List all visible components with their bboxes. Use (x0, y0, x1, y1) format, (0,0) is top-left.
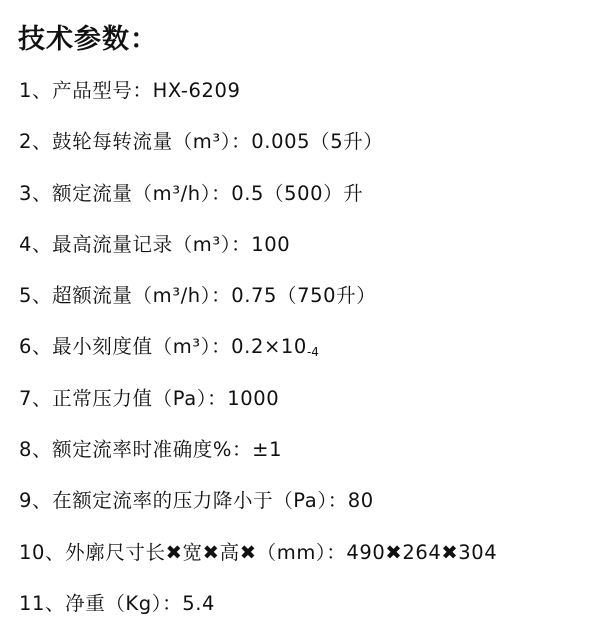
spec-item-text: 8、额定流率时准确度%：±1 (19, 438, 283, 462)
spec-item-accuracy (19, 429, 594, 480)
spec-item-text: 5、超额流量（m³/h）：0.75（750升） (19, 284, 377, 308)
spec-item-pressure (19, 378, 594, 429)
document-title: 技术参数： (18, 24, 158, 55)
spec-item-dimensions (19, 532, 594, 583)
spec-item-drum-flow (19, 121, 594, 172)
spec-item-text: 11、净重（Kg）：5.4 (19, 591, 216, 615)
spec-item-text: 3、额定流量（m³/h）：0.5（500）升 (19, 181, 364, 205)
spec-item-pressure-drop (19, 480, 594, 531)
spec-item-text: 6、最小刻度值（m³）：0.2×10 (19, 335, 307, 359)
spec-item-text: 9、在额定流率的压力降小于（Pa）：80 (19, 489, 374, 513)
spec-item-text: 1、产品型号：HX-6209 (19, 79, 241, 102)
spec-item-text: 4、最高流量记录（m³）：100 (19, 232, 291, 256)
spec-item-max-record (19, 224, 594, 275)
spec-item-rated-flow (19, 173, 594, 224)
spec-item-exponent: -4 (306, 345, 319, 360)
spec-item-text: 2、鼓轮每转流量（m³）：0.005（5升） (19, 130, 384, 154)
spec-item-text: 7、正常压力值（Pa）：1000 (19, 386, 280, 410)
spec-item-min-scale (19, 326, 594, 377)
spec-item-model (19, 70, 594, 121)
spec-item-over-flow (19, 275, 594, 326)
spec-list (19, 70, 594, 634)
spec-item-text: 10、外廓尺寸长✖宽✖高✖（mm）：490✖264✖304 (19, 540, 498, 564)
spec-item-net-weight (19, 583, 594, 634)
